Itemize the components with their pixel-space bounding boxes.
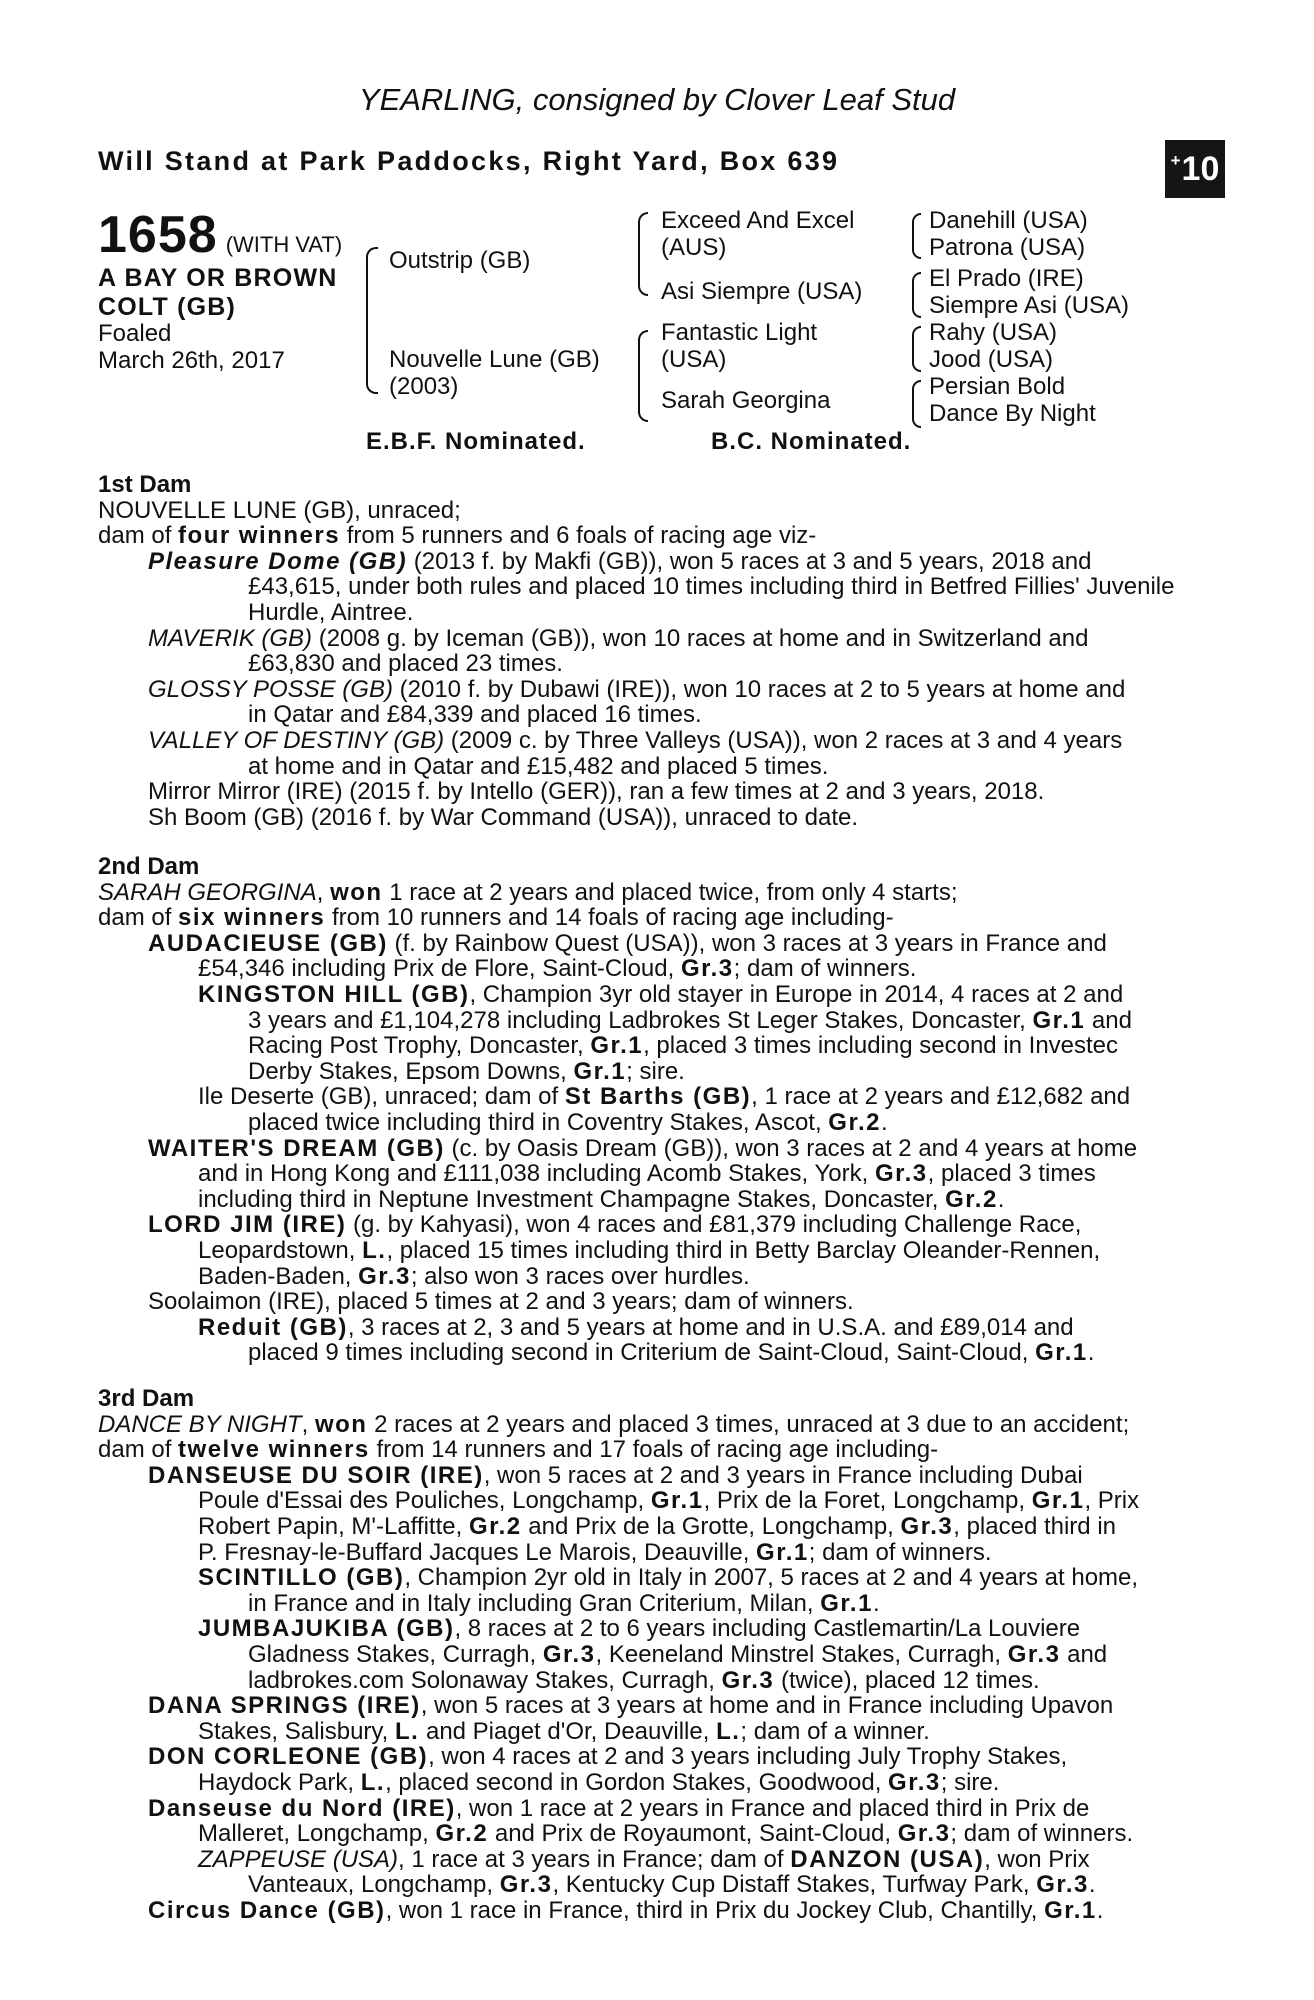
progeny-text: and Prix de Royaumont, Saint-Cloud, — [488, 1820, 898, 1848]
progeny-text: Poule d'Essai des Pouliches, Longchamp, — [198, 1487, 651, 1515]
progeny-line — [198, 1668, 1206, 1694]
progeny-name: AUDACIEUSE (GB) — [148, 929, 388, 957]
progeny-line — [198, 1059, 1206, 1085]
third-dam-l1b: , — [301, 1410, 315, 1438]
first-dam-title: 1st Dam — [98, 471, 192, 498]
progeny-name: DANZON (USA) — [790, 1845, 985, 1873]
progeny-text: , Champion 3yr old stayer in Europe in 2014, 4 races at 2 and — [469, 980, 1124, 1008]
pedigree-ds-line2: (USA) — [661, 346, 727, 373]
progeny-text: , 8 races at 2 to 6 years including Castlemartin/La Louviere — [454, 1615, 1081, 1643]
progeny-text: and Prix de la Grotte, Longchamp, — [521, 1512, 901, 1540]
progeny-line — [148, 1540, 1206, 1566]
pedigree-g5-name: Rahy (USA) — [929, 319, 1058, 346]
grade: Gr.3 — [358, 1262, 411, 1290]
progeny-text: Haydock Park, — [198, 1768, 361, 1796]
pedigree-ds-line1: Fantastic Light — [661, 319, 818, 346]
progeny-text: Derby Stakes, Epsom Downs, — [248, 1057, 574, 1085]
pedigree-g7-name: Persian Bold — [929, 373, 1066, 400]
third-dam-won: won — [314, 1410, 368, 1438]
progeny-line — [198, 1315, 1206, 1341]
pedigree-dam-sire — [661, 319, 817, 373]
grade: Gr.3 — [888, 1768, 941, 1796]
progeny-text: (twice), placed 12 times. — [774, 1666, 1040, 1694]
second-dam-l2c: from 10 runners and 14 foals of racing age including- — [325, 904, 894, 932]
progeny-text: (2010 f. by Dubawi (IRE)), won 10 races at 2 to 5 years at home and — [392, 675, 1126, 703]
pedigree-ss-line1: Exceed And Excel — [661, 207, 855, 234]
first-dam-line1: NOUVELLE LUNE (GB), unraced; — [98, 496, 461, 524]
progeny-line: in Qatar and £84,339 and placed 16 times. — [248, 701, 702, 729]
page-header: YEARLING, consigned by Clover Leaf Stud — [358, 82, 956, 117]
grade: Gr.1 — [1031, 1487, 1085, 1515]
progeny-mirror-mirror: Mirror Mirror (IRE) (2015 f. by Intello (GER)), ran a few times at 2 and 3 years, 2018. — [148, 778, 1045, 806]
progeny-name: SCINTILLO (GB) — [198, 1564, 405, 1592]
pedigree-dam-dam: Sarah Georgina — [661, 387, 831, 414]
progeny-line — [148, 1463, 1206, 1489]
second-dam-section — [98, 854, 1206, 1366]
progeny-text: (2009 c. by Three Valleys (USA)), won 2 races at 3 and 4 years — [444, 726, 1123, 754]
progeny-name: Circus Dance (GB) — [148, 1896, 386, 1924]
progeny-text: , Prix de la Foret, Longchamp, — [703, 1487, 1032, 1515]
progeny-text: Leopardstown, — [198, 1236, 363, 1264]
progeny-line — [198, 982, 1206, 1008]
progeny-text: Stakes, Salisbury, — [198, 1717, 395, 1745]
brace-g3 — [912, 326, 921, 372]
grade: Gr.1 — [650, 1487, 704, 1515]
badge-plus: + — [1170, 151, 1181, 170]
progeny-name: KINGSTON HILL (GB) — [198, 980, 470, 1008]
progeny-line — [148, 1744, 1206, 1770]
lot-desc-line2: COLT (GB) — [98, 293, 237, 321]
first-dam-line2 — [98, 523, 1206, 549]
progeny-line — [148, 956, 1206, 982]
grade: Gr.1 — [573, 1057, 627, 1085]
grade: Gr.3 — [499, 1871, 553, 1899]
brace-dam-parents — [638, 330, 648, 422]
badge-number: 10 — [1181, 149, 1220, 188]
grade: L. — [394, 1717, 420, 1745]
progeny-pleasure-dome — [148, 549, 1206, 626]
progeny-text: and — [1085, 1006, 1132, 1034]
progeny-text: , won 5 races at 3 years at home and in France including Upavon — [420, 1692, 1114, 1720]
second-dam-line1 — [98, 880, 1206, 906]
progeny-text: (f. by Rainbow Quest (USA)), won 3 races at 3 years in France and — [387, 929, 1107, 957]
pedigree-g8-name: Dance By Night — [929, 400, 1096, 427]
progeny-text: (2008 g. by Iceman (GB)), won 10 races at home and in Switzerland and — [312, 624, 1089, 652]
progeny-text: and Piaget d'Or, Deauville, — [419, 1717, 717, 1745]
progeny-text: ; sire. — [940, 1768, 1000, 1796]
second-dam-line2 — [98, 905, 1206, 931]
progeny-text: , placed 3 times — [927, 1160, 1096, 1188]
grade: Gr.3 — [897, 1820, 951, 1848]
progeny-text: , 1 race at 2 years and £12,682 and — [751, 1083, 1131, 1111]
second-dam-l1d: 1 race at 2 years and placed twice, from only 4 starts; — [382, 878, 958, 906]
progeny-line — [148, 1821, 1206, 1847]
progeny-line — [148, 1212, 1206, 1238]
progeny-text: ; also won 3 races over hurdles. — [410, 1262, 750, 1290]
lot-desc-line1: A BAY OR BROWN — [98, 264, 338, 292]
progeny-name: ZAPPEUSE (USA) — [198, 1845, 399, 1873]
brace-g2 — [912, 272, 921, 318]
pedigree-g7 — [929, 373, 1096, 427]
grade: Gr.1 — [1044, 1896, 1097, 1924]
progeny-line — [198, 1008, 1206, 1034]
progeny-line — [148, 1719, 1206, 1745]
progeny-line — [148, 1770, 1206, 1796]
second-dam-won: won — [330, 878, 383, 906]
progeny-zappeuse — [98, 1847, 1206, 1898]
progeny-text: £54,346 including Prix de Flore, Saint-Cloud, — [198, 955, 681, 983]
third-dam-l1d: 2 races at 2 years and placed 3 times, unraced at 3 due to an accident; — [367, 1410, 1130, 1438]
progeny-text: , won 4 races at 2 and 3 years including July Trophy Stakes, — [428, 1743, 1068, 1771]
progeny-line — [198, 1340, 1206, 1366]
pedigree-g6-name: Jood (USA) — [929, 346, 1054, 373]
brace-g4 — [912, 380, 921, 428]
progeny-line — [198, 1642, 1206, 1668]
grade: Gr.1 — [756, 1538, 809, 1566]
third-dam-title: 3rd Dam — [98, 1385, 195, 1412]
progeny-text: , Keeneland Minstrel Stakes, Curragh, — [595, 1640, 1008, 1668]
progeny-line — [148, 1796, 1206, 1822]
foaled-info — [98, 320, 285, 374]
lot-title — [98, 205, 342, 265]
progeny-text: , placed 3 times including second in Investec — [643, 1032, 1119, 1060]
progeny-line — [198, 1084, 1206, 1110]
pedigree-dam-year: (2003) — [389, 373, 459, 400]
progeny-name: WAITER'S DREAM (GB) — [148, 1134, 445, 1162]
pedigree-g1 — [929, 207, 1088, 261]
progeny-soolaimon: Soolaimon (IRE), placed 5 times at 2 and 3 years; dam of winners. — [148, 1288, 854, 1316]
progeny-dana-springs — [98, 1693, 1206, 1744]
progeny-text: . — [1087, 1339, 1095, 1367]
progeny-text: Malleret, Longchamp, — [198, 1820, 436, 1848]
progeny-text: , placed second in Gordon Stakes, Goodwood, — [385, 1768, 889, 1796]
third-dam-line2 — [98, 1437, 1206, 1463]
progeny-line — [148, 726, 1206, 754]
progeny-name: St Barths (GB) — [564, 1083, 752, 1111]
progeny-line: at home and in Qatar and £15,482 and placed 5 times. — [248, 752, 829, 780]
progeny-name: DANA SPRINGS (IRE) — [148, 1692, 421, 1720]
progeny-don-corleone — [98, 1744, 1206, 1795]
grade: Gr.2 — [435, 1820, 489, 1848]
progeny-line — [148, 1693, 1206, 1719]
lot-vat: (WITH VAT) — [225, 232, 343, 257]
progeny-danseuse-du-soir — [98, 1463, 1206, 1565]
progeny-name: DANSEUSE DU SOIR (IRE) — [148, 1461, 484, 1489]
progeny-text: P. Fresnay-le-Buffard Jacques Le Marois, Deauville, — [198, 1538, 757, 1566]
progeny-text: Ile Deserte (GB), unraced; dam of — [198, 1083, 565, 1111]
progeny-name: JUMBAJUKIBA (GB) — [198, 1615, 455, 1643]
progeny-waiters-dream — [98, 1136, 1206, 1213]
grade: Gr.2 — [468, 1512, 522, 1540]
progeny-name: MAVERIK (GB) — [148, 624, 313, 652]
pedigree-sire-sire — [661, 207, 854, 261]
progeny-text: ; sire. — [626, 1057, 685, 1085]
grade: Gr.1 — [820, 1589, 873, 1617]
progeny-text: , won Prix — [984, 1845, 1090, 1873]
grade: Gr.3 — [721, 1666, 775, 1694]
progeny-text: , won 1 race in France, third in Prix du Jockey Club, Chantilly, — [385, 1896, 1045, 1924]
grade: Gr.1 — [1035, 1339, 1088, 1367]
progeny-name: VALLEY OF DESTINY (GB) — [148, 726, 445, 754]
progeny-name: Reduit (GB) — [198, 1313, 348, 1341]
progeny-line — [148, 1898, 1206, 1924]
pedigree-g3 — [929, 265, 1129, 319]
progeny-line — [148, 1514, 1206, 1540]
progeny-text: 3 years and £1,104,278 including Ladbrokes St Leger Stakes, Doncaster, — [248, 1006, 1033, 1034]
progeny-text: , won 5 races at 2 and 3 years in France including Dubai — [483, 1461, 1083, 1489]
progeny-text: (c. by Oasis Dream (GB)), won 3 races at 2 and 4 years at home — [444, 1134, 1138, 1162]
grade: Gr.3 — [1007, 1640, 1061, 1668]
grade: Gr.3 — [874, 1160, 928, 1188]
brace-sire-parents — [638, 212, 648, 296]
second-dam-name: SARAH GEORGINA — [98, 878, 317, 906]
pedigree-g5 — [929, 319, 1057, 373]
progeny-text: , placed third in — [953, 1512, 1116, 1540]
progeny-text: Gladness Stakes, Curragh, — [248, 1640, 543, 1668]
progeny-name: GLOSSY POSSE (GB) — [148, 675, 393, 703]
progeny-text: ; dam of winners. — [733, 955, 917, 983]
progeny-line — [198, 1591, 1206, 1617]
progeny-line — [198, 1616, 1206, 1642]
brace-sire-dam — [366, 247, 378, 394]
grade: Gr.1 — [590, 1032, 644, 1060]
progeny-maverik — [148, 626, 1206, 677]
progeny-name: Pleasure Dome (GB) — [148, 547, 408, 575]
third-dam-winners: twelve winners — [178, 1436, 370, 1464]
second-dam-l2a: dam of — [98, 904, 179, 932]
first-dam-section — [98, 472, 1206, 830]
progeny-text: , Kentucky Cup Distaff Stakes, Turfway Park, — [552, 1871, 1037, 1899]
progeny-glossy-posse — [148, 677, 1206, 728]
progeny-kingston-hill — [98, 982, 1206, 1084]
progeny-text: . — [872, 1589, 880, 1617]
progeny-text: , 3 races at 2, 3 and 5 years at home and in U.S.A. and £89,014 and — [347, 1313, 1074, 1341]
progeny-audacieuse — [98, 931, 1206, 982]
progeny-name: Danseuse du Nord (IRE) — [148, 1794, 456, 1822]
pedigree-g1-name: Danehill (USA) — [929, 207, 1088, 234]
progeny-line — [148, 1187, 1206, 1213]
first-dam-winners: four winners — [178, 522, 341, 550]
progeny-text: . — [997, 1185, 1005, 1213]
progeny-line — [148, 547, 1206, 575]
progeny-text: . — [881, 1108, 888, 1136]
second-dam-winners: six winners — [178, 904, 326, 932]
bc-nominated: B.C. Nominated. — [711, 428, 912, 455]
grade: Gr.2 — [945, 1185, 998, 1213]
grade: L. — [360, 1768, 386, 1796]
pedigree-sire: Outstrip (GB) — [389, 247, 531, 274]
progeny-text: ; dam of winners. — [808, 1538, 992, 1566]
grade: L. — [716, 1717, 741, 1745]
progeny-ile-deserte — [98, 1084, 1206, 1135]
progeny-text: (2013 f. by Makfi (GB)), won 5 races at 3 and 5 years, 2018 and — [407, 547, 1092, 575]
second-dam-l1b: , — [316, 878, 331, 906]
grade: Gr.3 — [900, 1512, 954, 1540]
progeny-name: LORD JIM (IRE) — [148, 1211, 347, 1239]
foaled-label: Foaled — [98, 320, 172, 347]
progeny-text: in France and in Italy including Gran Criterium, Milan, — [248, 1589, 821, 1617]
progeny-text: Vanteaux, Longchamp, — [248, 1871, 500, 1899]
grade: L. — [362, 1236, 387, 1264]
progeny-line — [148, 931, 1206, 957]
progeny-text: ; dam of a winner. — [740, 1717, 930, 1745]
third-dam-section — [98, 1386, 1206, 1923]
progeny-sh-boom: Sh Boom (GB) (2016 f. by War Command (USA)), unraced to date. — [148, 803, 859, 831]
lot-number: 1658 — [98, 206, 218, 264]
progeny-line — [148, 1238, 1206, 1264]
progeny-text: ; dam of winners. — [950, 1820, 1134, 1848]
progeny-valley-of-destiny — [148, 728, 1206, 779]
progeny-text: Racing Post Trophy, Doncaster, — [248, 1032, 591, 1060]
progeny-line — [148, 1136, 1206, 1162]
first-dam-l2a: dam of — [98, 522, 179, 550]
pedigree-g2-name: Patrona (USA) — [929, 234, 1086, 261]
progeny-line — [148, 1264, 1206, 1290]
grade: Gr.3 — [680, 955, 734, 983]
progeny-line: £63,830 and placed 23 times. — [248, 650, 563, 678]
lot-description — [98, 264, 338, 322]
progeny-line — [148, 624, 1206, 652]
progeny-reduit — [98, 1315, 1206, 1366]
progeny-line — [198, 1565, 1206, 1591]
progeny-text: and — [1060, 1640, 1108, 1668]
progeny-line — [198, 1847, 1206, 1873]
progeny-text: ladbrokes.com Solonaway Stakes, Curragh, — [248, 1666, 722, 1694]
progeny-line: £43,615, under both rules and placed 10 times including third in Betfred Fillies' Juvenile — [248, 573, 1175, 601]
third-dam-line1 — [98, 1412, 1206, 1438]
third-dam-l2c: from 14 runners and 17 foals of racing age including- — [369, 1436, 939, 1464]
progeny-text: placed twice including third in Coventry Stakes, Ascot, — [248, 1108, 829, 1136]
grade: Gr.2 — [828, 1108, 881, 1136]
progeny-line — [198, 1033, 1206, 1059]
grade: Gr.3 — [542, 1640, 596, 1668]
second-dam-title: 2nd Dam — [98, 853, 200, 880]
progeny-danseuse-du-nord — [98, 1796, 1206, 1847]
pedigree-dam-name: Nouvelle Lune (GB) — [389, 346, 600, 373]
grade: Gr.1 — [1032, 1006, 1086, 1034]
progeny-line — [198, 1872, 1206, 1898]
progeny-text: . — [1088, 1871, 1096, 1899]
progeny-scintillo — [98, 1565, 1206, 1616]
progeny-line — [148, 1488, 1206, 1514]
pedigree-dam — [389, 346, 600, 400]
foaled-date: March 26th, 2017 — [98, 347, 285, 374]
stand-location: Will Stand at Park Paddocks, Right Yard, Box 639 — [98, 146, 840, 176]
progeny-text: . — [1096, 1896, 1104, 1924]
progeny-text: Baden-Baden, — [198, 1262, 359, 1290]
progeny-line — [148, 1161, 1206, 1187]
grade: Gr.3 — [1036, 1871, 1089, 1899]
progeny-name: DON CORLEONE (GB) — [148, 1743, 429, 1771]
first-dam-l2c: from 5 runners and 6 foals of racing age viz- — [340, 522, 817, 550]
progeny-text: placed 9 times including second in Criterium de Saint-Cloud, Saint-Cloud, — [248, 1339, 1036, 1367]
progeny-text: and in Hong Kong and £111,038 including Acomb Stakes, York, — [198, 1160, 875, 1188]
progeny-jumbajukiba — [98, 1616, 1206, 1693]
ebf-nominated: E.B.F. Nominated. — [366, 428, 586, 455]
progeny-circus-dance — [98, 1898, 1206, 1924]
pedigree-g3-name: El Prado (IRE) — [929, 265, 1084, 292]
progeny-text: , Champion 2yr old in Italy in 2007, 5 races at 2 and 4 years at home, — [404, 1564, 1139, 1592]
third-dam-name: DANCE BY NIGHT — [98, 1410, 302, 1438]
progeny-line: Hurdle, Aintree. — [248, 598, 414, 626]
progeny-text: , Prix — [1084, 1487, 1140, 1515]
progeny-lord-jim — [98, 1212, 1206, 1289]
progeny-text: , won 1 race at 2 years in France and placed third in Prix de — [455, 1794, 1090, 1822]
pedigree-ss-line2: (AUS) — [661, 234, 727, 261]
lot-badge — [1165, 140, 1225, 198]
pedigree-g4-name: Siempre Asi (USA) — [929, 292, 1130, 319]
progeny-text: , 1 race at 3 years in France; dam of — [398, 1845, 791, 1873]
progeny-text: (g. by Kahyasi), won 4 races and £81,379 including Challenge Race, — [346, 1211, 1082, 1239]
progeny-text: including third in Neptune Investment Champagne Stakes, Doncaster, — [198, 1185, 946, 1213]
brace-g1 — [912, 213, 921, 259]
pedigree-sire-dam: Asi Siempre (USA) — [661, 278, 863, 305]
progeny-text: , placed 15 times including third in Betty Barclay Oleander-Rennen, — [386, 1236, 1101, 1264]
third-dam-l2a: dam of — [98, 1436, 179, 1464]
progeny-line — [198, 1110, 1206, 1136]
progeny-line — [148, 675, 1206, 703]
progeny-text: Robert Papin, M'-Laffitte, — [198, 1512, 469, 1540]
